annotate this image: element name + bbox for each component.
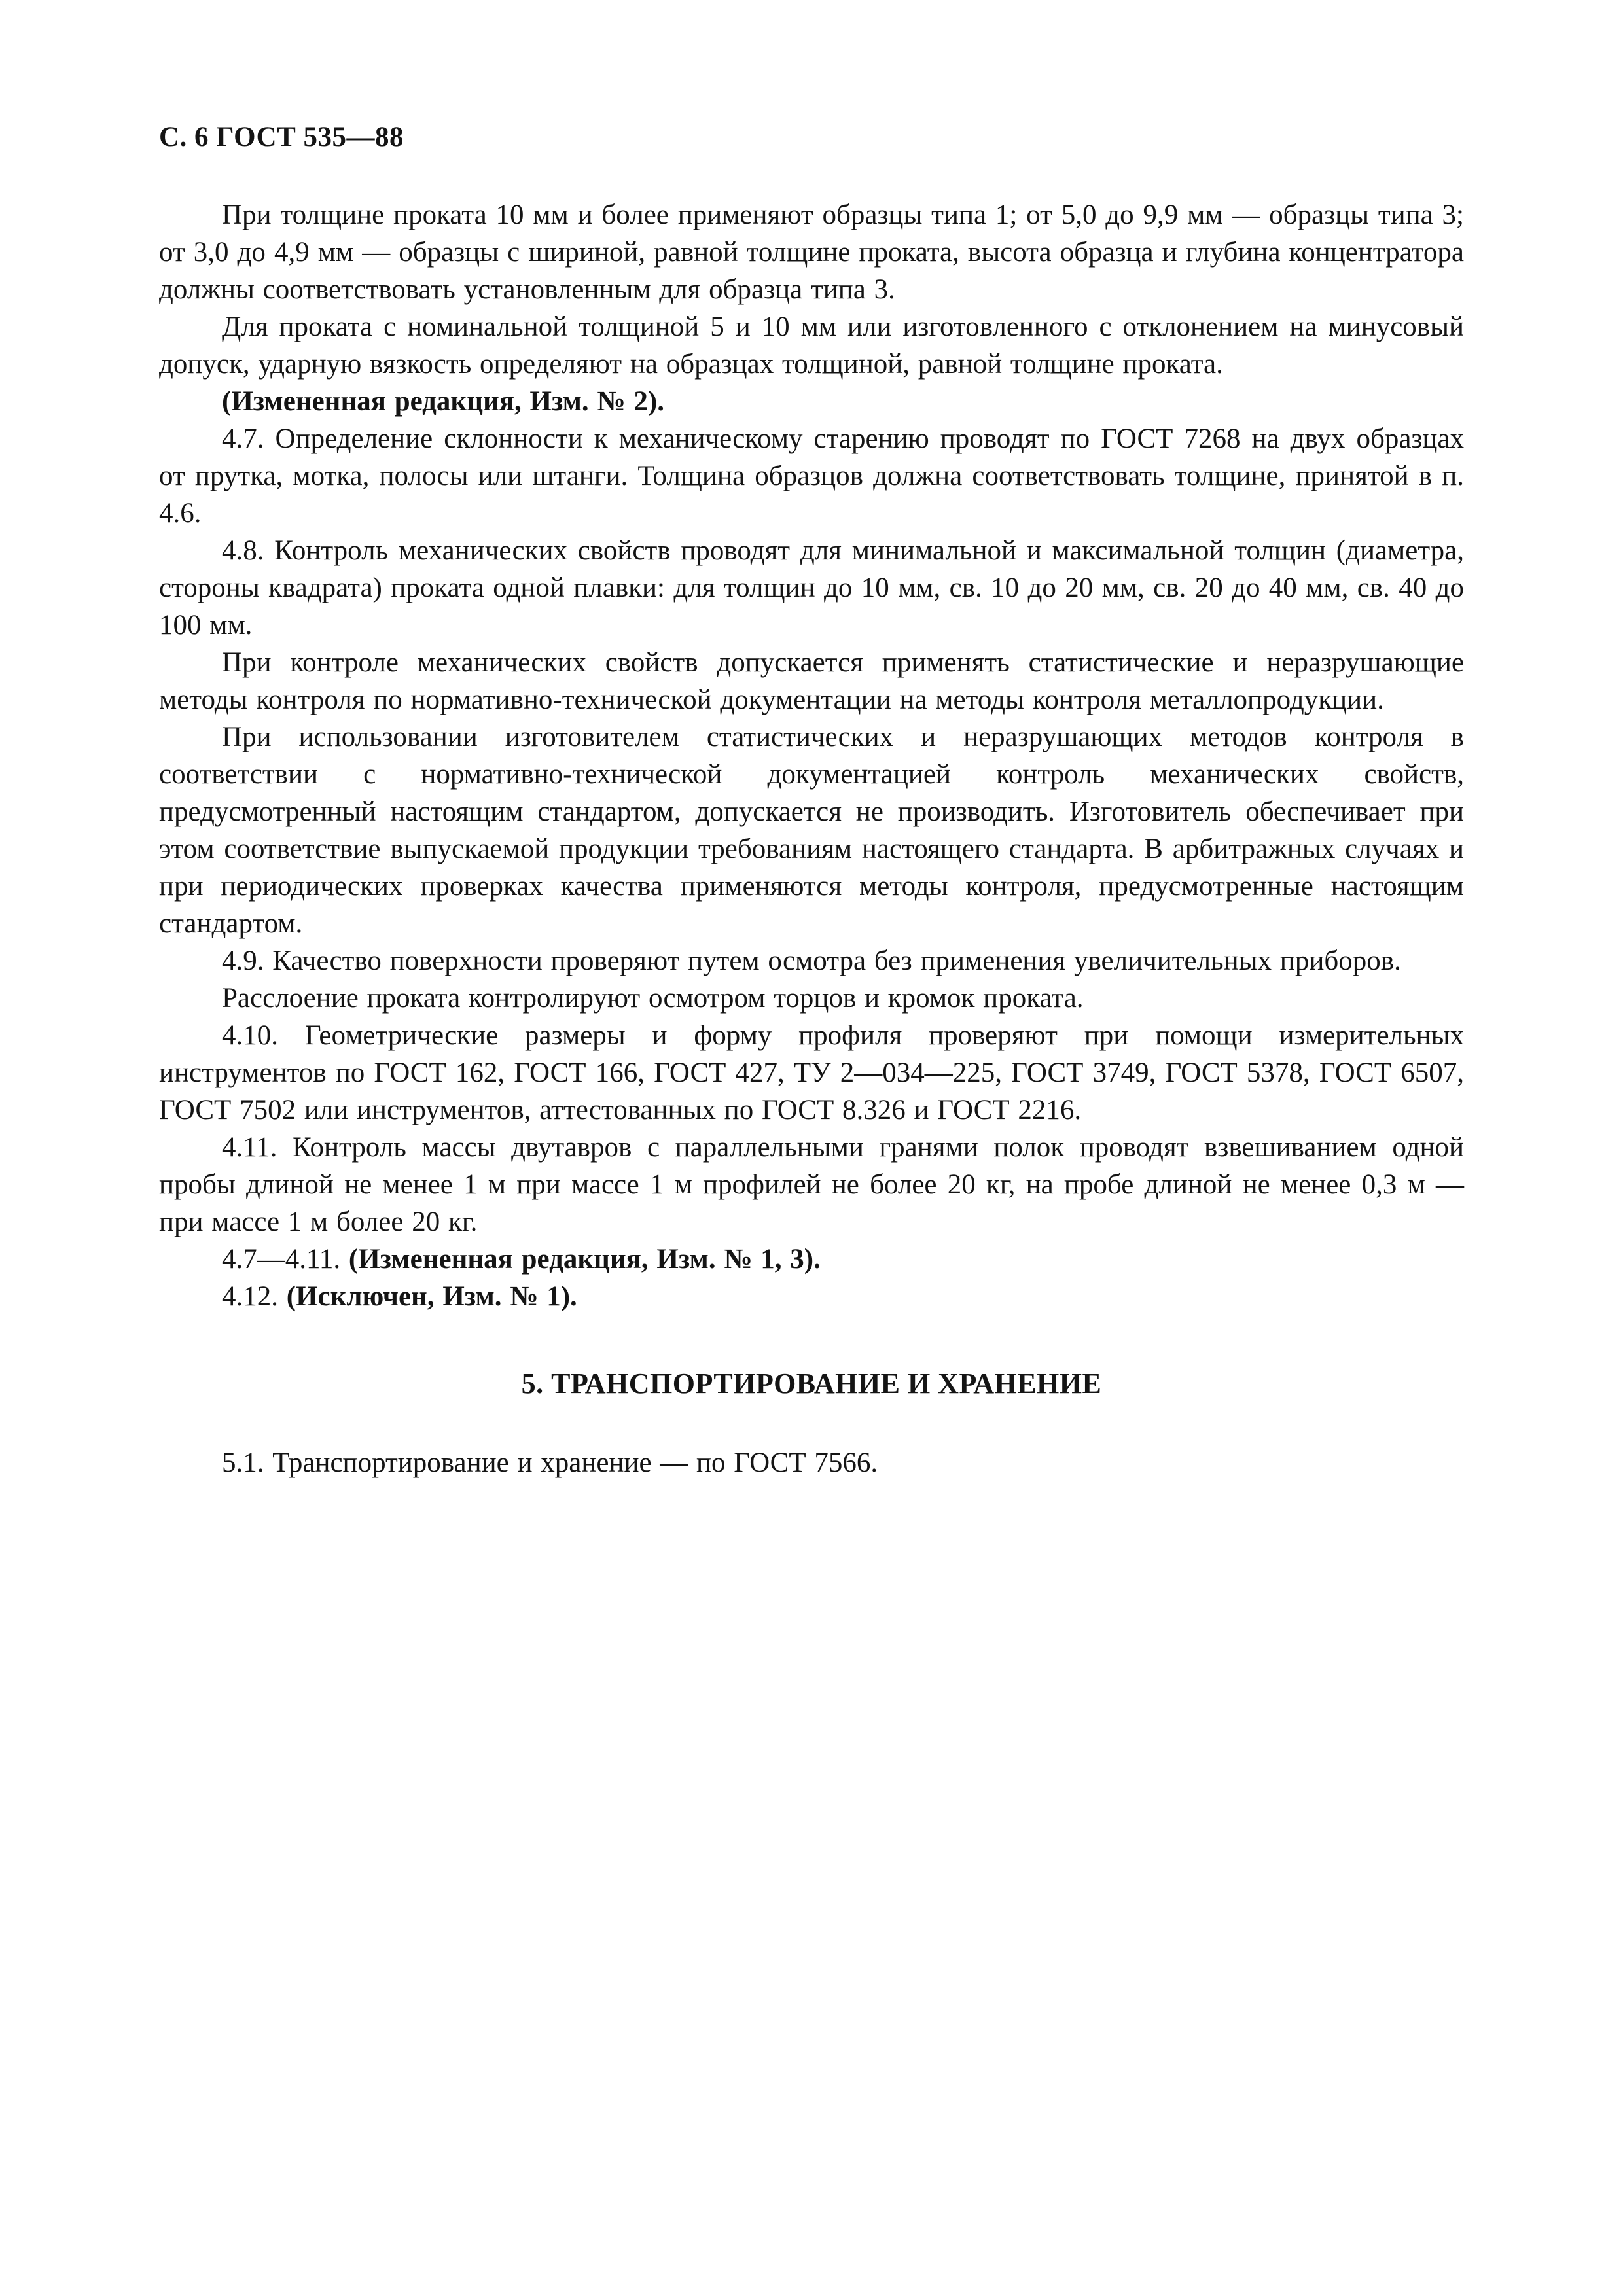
text-run: При контроле механических свойств допускается применять статистические и неразрушающие методы контроля по нормативно-технической документации на методы контроля металлопродукции. xyxy=(159,647,1464,715)
paragraph xyxy=(159,420,1464,532)
text-run: 4.10. Геометрические размеры и форму профиля проверяют при помощи измерительных инструментов по ГОСТ 162, ГОСТ 166, ГОСТ 427, ТУ 2—034—225, ГОСТ 3749, ГОСТ 5378, ГОСТ 6507, ГОСТ 7502 или инструментов, аттестованных по ГОСТ 8.326 и ГОСТ 2216. xyxy=(159,1020,1464,1125)
page-header: С. 6 ГОСТ 535—88 xyxy=(159,122,404,152)
paragraph xyxy=(159,383,1464,420)
text-run: При использовании изготовителем статистических и неразрушающих методов контроля в соответствии с нормативно-технической документацией контроль механических свойств, предусмотренный настоящим стандартом, допускается не производить. Изготовитель обеспечивает при этом соответствие выпускаемой продукции требованиям настоящего стандарта. В арбитражных случаях и при периодических проверках качества применяются методы контроля, предусмотренные настоящим стандартом. xyxy=(159,722,1464,939)
paragraph xyxy=(159,1444,1464,1481)
text-run: 5. ТРАНСПОРТИРОВАНИЕ И ХРАНЕНИЕ xyxy=(521,1368,1102,1400)
document-body xyxy=(159,196,1464,1481)
text-run: 4.12. xyxy=(222,1281,287,1312)
paragraph xyxy=(159,308,1464,383)
text-run: 4.7. Определение склонности к механическому старению проводят по ГОСТ 7268 на двух образцах от прутка, мотка, полосы или штанги. Толщина образцов должна соответствовать толщине, принятой в п. 4.6. xyxy=(159,423,1464,529)
text-run: 4.8. Контроль механических свойств проводят для минимальной и максимальной толщин (диаметра, стороны квадрата) проката одной плавки: для толщин до 10 мм, св. 10 до 20 мм, св. 20 до 40 мм, св. 40 до 100 мм. xyxy=(159,535,1464,641)
paragraph xyxy=(159,1129,1464,1241)
paragraph xyxy=(159,1278,1464,1315)
text-run: Для проката с номинальной толщиной 5 и 10 мм или изготовленного с отклонением на минусовый допуск, ударную вязкость определяют на образцах толщиной, равной толщине проката. xyxy=(159,311,1464,380)
paragraph xyxy=(159,1241,1464,1278)
text-run: (Исключен, Изм. № 1). xyxy=(286,1281,577,1312)
text-run: При толщине проката 10 мм и более применяют образцы типа 1; от 5,0 до 9,9 мм — образцы типа 3; от 3,0 до 4,9 мм — образцы с шириной, равной толщине проката, высота образца и глубина концентратора должны соответствовать установленным для образца типа 3. xyxy=(159,200,1464,305)
paragraph xyxy=(159,1017,1464,1129)
text-run: (Измененная редакция, Изм. № 1, 3). xyxy=(348,1244,821,1275)
paragraph xyxy=(159,644,1464,718)
section-heading xyxy=(159,1365,1464,1402)
text-run: 4.11. Контроль массы двутавров с параллельными гранями полок проводят взвешиванием одной пробы длиной не менее 1 м при массе 1 м профилей не более 20 кг, на пробе длиной не менее 0,3 м — при массе 1 м более 20 кг. xyxy=(159,1132,1464,1237)
text-run: 5.1. Транспортирование и хранение — по ГОСТ 7566. xyxy=(222,1447,878,1478)
paragraph xyxy=(159,196,1464,308)
text-run: (Измененная редакция, Изм. № 2). xyxy=(222,386,664,417)
paragraph xyxy=(159,942,1464,980)
paragraph xyxy=(159,532,1464,644)
paragraph xyxy=(159,718,1464,942)
text-run: 4.9. Качество поверхности проверяют путем осмотра без применения увеличительных приборов. xyxy=(222,945,1401,976)
text-run: Расслоение проката контролируют осмотром торцов и кромок проката. xyxy=(222,983,1084,1014)
text-run: 4.7—4.11. xyxy=(222,1244,349,1275)
paragraph xyxy=(159,980,1464,1017)
